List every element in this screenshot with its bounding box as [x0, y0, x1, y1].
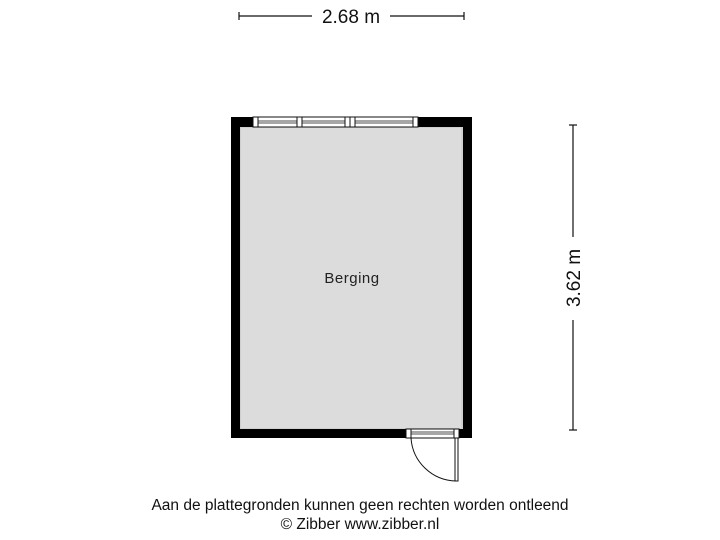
height-dimension — [564, 125, 585, 430]
door-leaf — [455, 438, 458, 481]
width-dimension-label: 2.68 m — [321, 7, 381, 28]
disclaimer-text: Aan de plattegronden kunnen geen rechten worden ontleend — [151, 497, 569, 514]
room-label: Berging — [324, 270, 380, 287]
height-dimension-label: 3.62 m — [564, 248, 585, 308]
door-swing-arc — [411, 438, 456, 481]
footer — [0, 496, 720, 534]
door — [406, 429, 459, 481]
copyright-text: © Zibber www.zibber.nl — [280, 516, 440, 533]
width-dimension — [239, 7, 464, 28]
window — [253, 117, 418, 127]
